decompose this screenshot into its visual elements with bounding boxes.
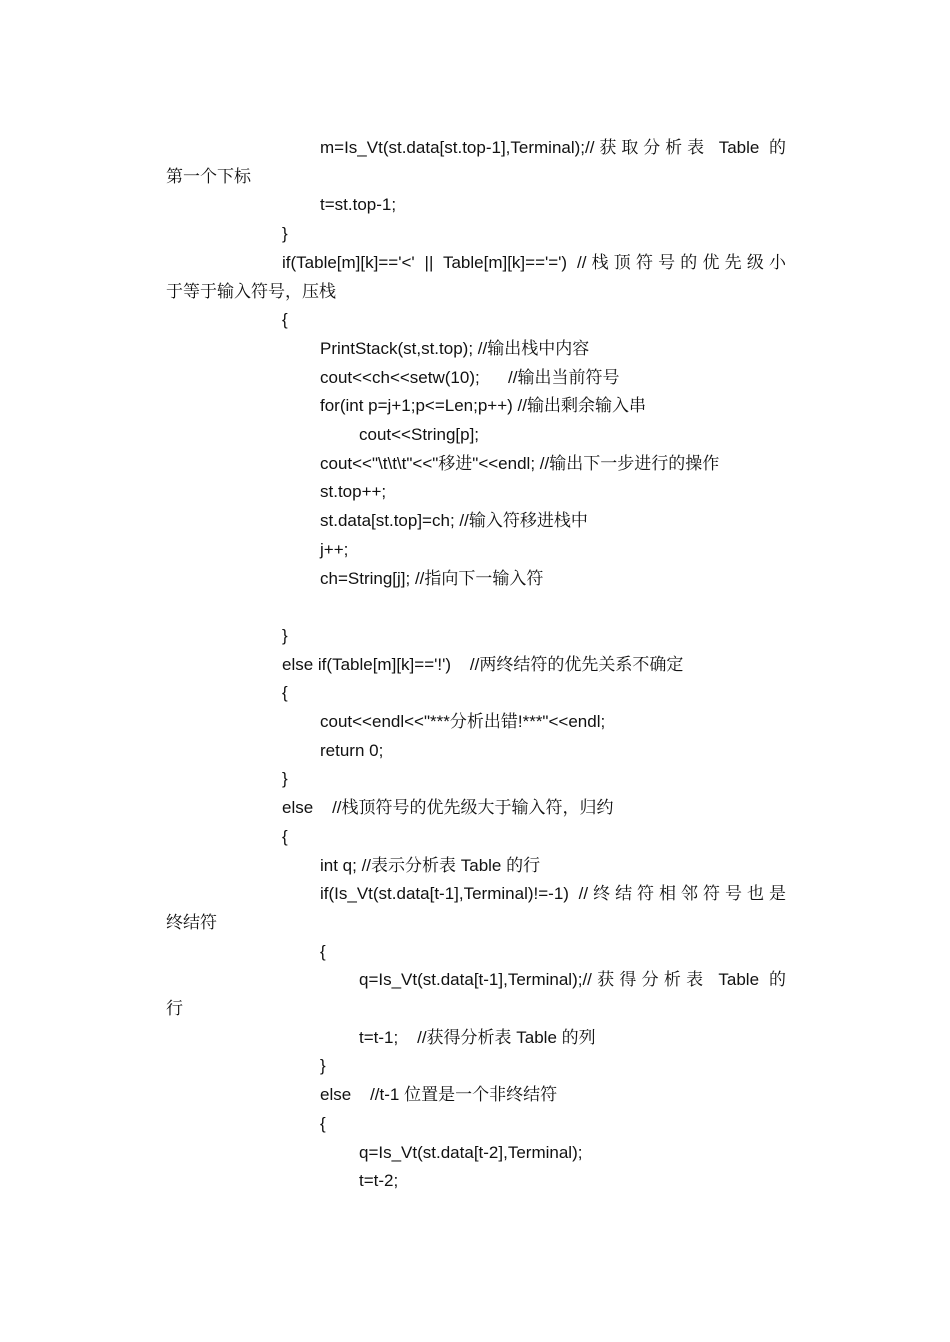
code-line: return 0; <box>320 740 384 760</box>
code-line: cout<<"\t\t\t"<<"移进"<<endl; //输出下一步进行的操作 <box>320 453 720 473</box>
code-line: { <box>282 826 288 846</box>
code-line: { <box>282 683 288 703</box>
code-line: q=Is_Vt(st.data[t-2],Terminal); <box>359 1142 583 1162</box>
code-line: t=st.top-1; <box>320 195 397 215</box>
code-line: q=Is_Vt(st.data[t-1],Terminal);//获得分析表 Table 的 <box>359 970 786 990</box>
code-line: else if(Table[m][k]=='!') //两终结符的优先关系不确定 <box>282 654 684 674</box>
code-line: int q; //表示分析表 Table 的行 <box>320 855 541 875</box>
code-line: t=t-2; <box>359 1171 399 1191</box>
code-line: j++; <box>320 539 349 559</box>
code-line: else //t-1 位置是一个非终结符 <box>320 1085 558 1105</box>
code-line: else //栈顶符号的优先级大于输入符，归约 <box>282 798 614 818</box>
code-line: } <box>282 625 288 645</box>
code-line: t=t-1; //获得分析表 Table 的列 <box>359 1027 596 1047</box>
code-line: m=Is_Vt(st.data[st.top-1],Terminal);//获取分析表 Table 的 <box>320 138 786 157</box>
code-line: } <box>282 224 288 244</box>
code-line: cout<<String[p]; <box>359 425 480 444</box>
code-line: 于等于输入符号，压栈 <box>166 281 336 301</box>
code-line: } <box>320 1056 326 1076</box>
code-line: cout<<ch<<setw(10); //输出当前符号 <box>320 367 620 387</box>
code-line: if(Is_Vt(st.data[t-1],Terminal)!=-1) //终结符相邻符号也是 <box>320 884 786 904</box>
code-line: { <box>320 941 326 961</box>
code-line: PrintStack(st,st.top); //输出栈中内容 <box>320 338 590 358</box>
code-line: if(Table[m][k]=='<' || Table[m][k]=='=') //栈顶符号的优先级小 <box>282 252 786 272</box>
code-line: st.top++; <box>320 482 387 502</box>
code-line: cout<<endl<<"***分析出错!***"<<endl; <box>320 712 606 731</box>
code-line: { <box>282 310 288 330</box>
code-line: for(int p=j+1;p<=Len;p++) //输出剩余输入串 <box>320 396 646 416</box>
code-line: 终结符 <box>166 912 217 932</box>
code-line: ch=String[j]; //指向下一输入符 <box>320 568 544 588</box>
code-line: 行 <box>166 999 183 1018</box>
code-line: } <box>282 769 288 789</box>
code-line <box>166 593 786 621</box>
code-line: { <box>320 1113 326 1133</box>
code-line: st.data[st.top]=ch; //输入符移进栈中 <box>320 511 588 531</box>
code-line: 第一个下标 <box>166 166 251 186</box>
